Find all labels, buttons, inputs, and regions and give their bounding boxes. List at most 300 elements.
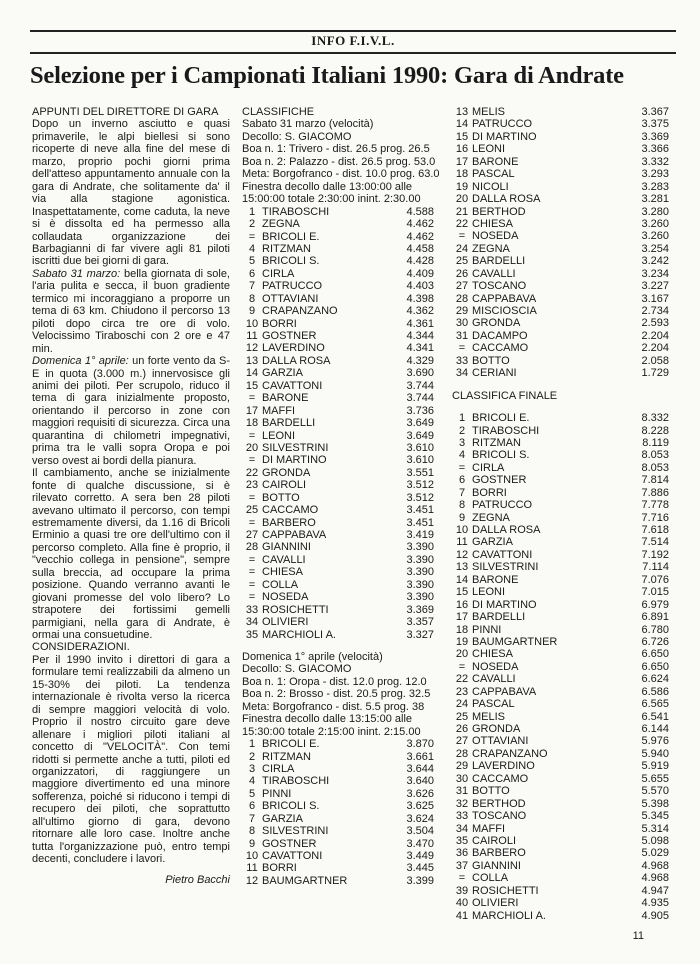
- pilot-name: MELIS: [472, 710, 506, 723]
- pilot-name: MAFFI: [262, 404, 295, 417]
- result-row: [242, 751, 440, 763]
- race-info-line: Decollo: S. GIACOMO: [242, 663, 352, 676]
- pilot-name: BERTHOD: [472, 797, 526, 810]
- pilot-score: 4.462: [406, 218, 434, 231]
- result-row: [452, 355, 677, 367]
- result-row: [242, 467, 440, 479]
- result-row: [452, 487, 677, 499]
- result-row: [242, 763, 440, 775]
- result-row: [242, 604, 440, 616]
- pilot-name: RITZMAN: [262, 750, 311, 763]
- result-position: 34: [455, 822, 469, 835]
- result-row: [452, 143, 677, 155]
- pilot-name: GARZIA: [472, 536, 513, 549]
- pilot-score: 6.541: [641, 710, 669, 723]
- pilot-name: NOSEDA: [472, 230, 519, 243]
- result-row: [242, 566, 440, 578]
- result-position: 7: [458, 486, 466, 499]
- result-row: [452, 330, 677, 342]
- pilot-score: 3.390: [406, 591, 434, 604]
- result-position: 8: [458, 499, 466, 512]
- result-position: 15: [455, 586, 469, 599]
- pilot-score: 5.940: [641, 747, 669, 760]
- result-position: 35: [455, 834, 469, 847]
- pilot-name: MARCHIOLI A.: [262, 628, 336, 641]
- pilot-name: CAPPABAVA: [472, 292, 537, 305]
- pilot-score: 4.428: [406, 255, 434, 268]
- pilot-score: 3.451: [406, 504, 434, 517]
- result-row: [242, 738, 440, 750]
- result-position: 12: [455, 548, 469, 561]
- pilot-score: 3.227: [641, 280, 669, 293]
- result-row: [242, 231, 440, 243]
- result-position: =: [248, 491, 256, 504]
- race-info-line: Boa n. 2: Brosso - dist. 20.5 prog. 32.5: [242, 688, 431, 701]
- result-row: [452, 860, 677, 872]
- pilot-name: GOSTNER: [262, 330, 317, 342]
- result-position: 22: [455, 217, 469, 230]
- pilot-name: DI MARTINO: [262, 454, 327, 467]
- domenica-title: Domenica 1° aprile (velocità): [242, 650, 383, 663]
- result-row: [452, 536, 677, 548]
- pilot-name: SILVESTRINI: [472, 561, 539, 574]
- pilot-score: 3.234: [641, 267, 669, 280]
- result-position: 4: [248, 242, 256, 255]
- pilot-name: GRONDA: [472, 317, 521, 330]
- result-position: 34: [245, 616, 259, 629]
- finale-title: CLASSIFICA FINALE: [452, 389, 558, 402]
- pilot-score: 3.661: [406, 750, 434, 763]
- pilot-score: 7.076: [641, 573, 669, 586]
- pilot-name: BAUMGARTNER: [262, 874, 348, 887]
- result-position: 34: [455, 367, 469, 380]
- result-position: =: [248, 591, 256, 604]
- result-row: [452, 735, 677, 747]
- result-row: [242, 579, 440, 591]
- result-position: 28: [245, 541, 259, 554]
- result-row: [452, 698, 677, 710]
- paragraph-lead: Domenica 1° aprile:: [32, 355, 129, 368]
- pilot-score: 7.114: [642, 561, 669, 574]
- result-position: 14: [245, 367, 259, 380]
- result-row: [452, 437, 677, 449]
- result-position: 25: [455, 710, 469, 723]
- pilot-score: 3.281: [641, 193, 669, 206]
- pilot-score: 7.814: [641, 474, 669, 487]
- result-position: 11: [456, 536, 468, 549]
- result-position: 12: [245, 874, 259, 887]
- result-position: 26: [455, 267, 469, 280]
- result-row: [242, 529, 440, 541]
- result-row: [242, 591, 440, 603]
- pilot-score: 3.624: [406, 812, 434, 825]
- result-row: [242, 616, 440, 628]
- result-row: [452, 512, 677, 524]
- result-position: 23: [455, 685, 469, 698]
- result-position: 32: [455, 797, 469, 810]
- pilot-score: 8.228: [641, 424, 669, 437]
- result-row: [452, 773, 677, 785]
- pilot-score: 4.403: [406, 280, 434, 293]
- pilot-score: 4.968: [641, 859, 669, 872]
- result-position: 30: [455, 772, 469, 785]
- result-row: [452, 885, 677, 897]
- result-row: [452, 425, 677, 437]
- result-row: [242, 268, 440, 280]
- pilot-score: 3.470: [406, 837, 434, 850]
- pilot-name: GRONDA: [262, 466, 311, 479]
- result-position: 15: [245, 379, 259, 392]
- result-position: 5: [248, 255, 256, 268]
- result-row: [242, 492, 440, 504]
- result-row: [452, 462, 677, 474]
- pilot-name: LEONI: [262, 429, 296, 442]
- result-row: [452, 748, 677, 760]
- result-position: 10: [245, 317, 259, 330]
- article-paragraph: [32, 268, 230, 355]
- pilot-name: BARONE: [472, 155, 519, 168]
- pilot-score: 3.399: [406, 874, 434, 887]
- paragraph-lead: Sabato 31 marzo:: [32, 267, 121, 280]
- result-row: [242, 813, 440, 825]
- header-title: INFO F.I.V.L.: [311, 33, 395, 48]
- section-heading: CONSIDERAZIONI.: [32, 641, 130, 654]
- result-row: [452, 367, 677, 379]
- result-row: [242, 330, 440, 342]
- result-position: 8: [248, 292, 256, 305]
- pilot-name: BORRI: [262, 317, 297, 330]
- pilot-name: PATRUCCO: [472, 499, 533, 512]
- result-row: [242, 305, 440, 317]
- page-header: [30, 30, 676, 54]
- pilot-score: 2.204: [641, 342, 669, 355]
- result-position: 30: [455, 317, 469, 330]
- result-position: 3: [248, 762, 256, 775]
- pilot-name: CERIANI: [472, 367, 517, 380]
- result-position: =: [248, 566, 256, 579]
- result-row: [242, 825, 440, 837]
- result-row: [242, 417, 440, 429]
- pilot-name: COLLA: [262, 578, 299, 591]
- article-paragraph: [32, 467, 230, 641]
- result-row: [242, 355, 440, 367]
- results-column-2: [452, 106, 677, 922]
- pilot-score: 3.649: [406, 417, 434, 430]
- pilot-name: CAIROLI: [472, 834, 517, 847]
- result-position: =: [248, 553, 256, 566]
- pilot-name: ZEGNA: [472, 511, 510, 524]
- pilot-name: CRAPANZANO: [262, 305, 338, 318]
- result-position: 33: [245, 603, 259, 616]
- race-info-line: 15:00:00 totale 2:30:00 inint. 2:30.00: [242, 193, 421, 206]
- pilot-name: BARDELLI: [472, 611, 526, 624]
- result-position: 33: [455, 810, 469, 823]
- author-signature: Pietro Bacchi: [165, 873, 230, 886]
- pilot-name: RITZMAN: [262, 242, 311, 255]
- article-paragraph: [32, 118, 230, 267]
- result-row: [452, 910, 677, 922]
- result-position: 23: [245, 479, 259, 492]
- result-position: 7: [248, 812, 256, 825]
- pilot-score: 6.979: [641, 598, 669, 611]
- pilot-name: BOTTO: [472, 354, 510, 367]
- paragraph-text: bella giornata di sole, l'aria pulita e secca, il buon gradiente termico mi incoraggiano a proporre un tema di 63 km. Chiudono il percorso 13 piloti dopo circa tre ore di volo. Velocissimo Tiraboschi con 2 ore e 47 min.: [32, 267, 230, 355]
- result-position: 18: [245, 417, 259, 430]
- result-row: [452, 118, 677, 130]
- pilot-score: 4.398: [406, 292, 434, 305]
- pilot-name: CAVATTONI: [262, 379, 323, 392]
- pilot-name: NICOLI: [472, 180, 509, 193]
- result-position: 22: [455, 673, 469, 686]
- result-position: 9: [458, 511, 466, 524]
- pilot-score: 3.390: [406, 553, 434, 566]
- result-row: [242, 554, 440, 566]
- pilot-name: BARDELLI: [472, 255, 526, 268]
- result-row: [452, 280, 677, 292]
- result-position: 18: [455, 623, 469, 636]
- pilot-score: 4.458: [406, 242, 434, 255]
- result-position: 20: [455, 193, 469, 206]
- pilot-name: BRICOLI E.: [472, 412, 530, 425]
- pilot-score: 8.332: [641, 412, 669, 425]
- results-column-1: [242, 106, 440, 887]
- pilot-score: 3.242: [641, 255, 669, 268]
- pilot-name: CIRLA: [262, 762, 295, 775]
- pilot-name: TOSCANO: [472, 280, 527, 293]
- result-row: [242, 280, 440, 292]
- result-row: [242, 541, 440, 553]
- pilot-score: 7.618: [641, 524, 669, 537]
- result-row: [452, 574, 677, 586]
- pilot-score: 8.053: [641, 449, 669, 462]
- result-position: 6: [248, 800, 256, 813]
- pilot-score: 7.778: [641, 499, 669, 512]
- result-position: 20: [245, 441, 259, 454]
- pilot-score: 6.144: [641, 723, 669, 736]
- pilot-name: BARDELLI: [262, 417, 316, 430]
- result-position: 21: [455, 205, 469, 218]
- pilot-score: 8.053: [641, 461, 669, 474]
- result-row: [242, 454, 440, 466]
- pilot-name: OLIVIERI: [472, 897, 519, 910]
- pilot-name: CAPPABAVA: [262, 529, 327, 541]
- pilot-score: 4.329: [406, 354, 434, 367]
- pilot-name: GOSTNER: [262, 837, 317, 850]
- article-paragraph: [32, 654, 230, 866]
- pilot-name: CACCAMO: [262, 504, 319, 517]
- result-row: [452, 648, 677, 660]
- result-position: 31: [455, 785, 469, 798]
- pilot-score: 3.610: [406, 441, 434, 454]
- result-row: [452, 156, 677, 168]
- race-info-line: Meta: Borgofranco - dist. 10.0 prog. 63.0: [242, 168, 440, 181]
- pilot-name: LEONI: [472, 586, 506, 599]
- classifiche-heading: CLASSIFICHE: [242, 106, 315, 118]
- result-position: 16: [455, 598, 469, 611]
- result-row: [242, 442, 440, 454]
- result-position: 14: [455, 118, 469, 131]
- result-position: 2: [458, 424, 466, 437]
- result-row: [452, 549, 677, 561]
- pilot-score: 4.344: [406, 330, 434, 342]
- spacer: [242, 641, 440, 651]
- result-row: [452, 561, 677, 573]
- sabato-title: Sabato 31 marzo (velocità): [242, 118, 374, 131]
- pilot-name: DALLA ROSA: [472, 524, 541, 537]
- pilot-score: 6.586: [641, 685, 669, 698]
- pilot-name: SILVESTRINI: [262, 825, 329, 838]
- result-position: 4: [248, 775, 256, 788]
- pilot-score: 6.624: [641, 673, 669, 686]
- result-row: [452, 474, 677, 486]
- result-position: 13: [455, 561, 469, 574]
- pilot-score: 8.119: [642, 436, 669, 449]
- pilot-score: 4.947: [641, 884, 669, 897]
- pilot-name: CACCAMO: [472, 772, 529, 785]
- result-position: =: [248, 578, 256, 591]
- pilot-score: 6.891: [641, 611, 669, 624]
- result-row: [242, 517, 440, 529]
- result-position: 35: [245, 628, 259, 641]
- pilot-score: 3.690: [406, 367, 434, 380]
- result-row: [452, 723, 677, 735]
- result-position: 3: [458, 436, 466, 449]
- pilot-score: 3.167: [641, 292, 669, 305]
- result-row: [242, 218, 440, 230]
- result-row: [242, 430, 440, 442]
- pilot-name: GIANNINI: [472, 859, 521, 872]
- pilot-score: 3.260: [641, 230, 669, 243]
- pilot-name: CAVALLI: [472, 267, 516, 280]
- result-row: [452, 599, 677, 611]
- result-row: [242, 405, 440, 417]
- result-position: 27: [455, 735, 469, 748]
- result-position: 13: [455, 106, 469, 118]
- result-row: [242, 850, 440, 862]
- pilot-name: LAVERDINO: [472, 760, 535, 773]
- pilot-score: 4.341: [406, 342, 434, 355]
- pilot-score: 3.451: [406, 516, 434, 529]
- pilot-name: LAVERDINO: [262, 342, 325, 355]
- pilot-score: 3.283: [641, 180, 669, 193]
- pilot-score: 5.655: [641, 772, 669, 785]
- pilot-name: TOSCANO: [472, 810, 527, 823]
- result-row: [452, 268, 677, 280]
- result-row: [242, 243, 440, 255]
- result-position: 2: [248, 750, 256, 763]
- pilot-name: NOSEDA: [472, 660, 519, 673]
- pilot-name: CAIROLI: [262, 479, 307, 492]
- pilot-score: 3.551: [406, 466, 434, 479]
- race-info-line: Meta: Borgofranco - dist. 5.5 prog. 38: [242, 700, 425, 713]
- pilot-score: 3.610: [406, 454, 434, 467]
- result-row: [452, 499, 677, 511]
- pilot-score: 3.512: [406, 491, 434, 504]
- pilot-score: 4.905: [641, 909, 669, 922]
- result-row: [452, 106, 677, 118]
- pilot-name: MAFFI: [472, 822, 505, 835]
- paragraph-text: Per il 1990 invito i direttori di gara a formulare temi realizzabili da almeno un 15-30% dei piloti. La tendenza internazionale è rivolta verso la ricerca di sempre maggiori velocità di volo. Proprio il nostro circuito gare deve allenare i migliori piloti italiani al concetto di "VELOCITÀ". Con temi ridotti si permette anche a tutti, piloti ed organizzatori, di raggiungere un maggiore divertimento ed una minore sofferenza, poiché si riducono i tempi di recupero dei piloti, che soprattutto all'ultimo giorno di gara, devono ritornare alle loro case. Inoltre anche tutta l'organizzazione può, entro tempi decenti, concludere i lavori.: [32, 653, 230, 866]
- result-position: 8: [248, 825, 256, 838]
- pilot-name: DI MARTINO: [472, 598, 537, 611]
- pilot-name: TIRABOSCHI: [262, 775, 330, 788]
- result-row: [452, 342, 677, 354]
- result-row: [452, 897, 677, 909]
- result-row: [242, 504, 440, 516]
- result-position: 36: [455, 847, 469, 860]
- pilot-score: 3.293: [641, 168, 669, 181]
- result-position: 17: [455, 155, 469, 168]
- pilot-name: PINNI: [472, 623, 502, 636]
- pilot-name: CHIESA: [262, 566, 303, 579]
- pilot-name: TIRABOSCHI: [472, 424, 540, 437]
- result-position: 10: [245, 850, 259, 863]
- pilot-score: 6.780: [641, 623, 669, 636]
- result-row: [452, 711, 677, 723]
- pilot-name: CIRLA: [472, 461, 505, 474]
- pilot-name: MARCHIOLI A.: [472, 909, 546, 922]
- paragraph-text: Il cambiamento, anche se inizialmente fonte di qualche discussione, si è rilevato corretto. A sera ben 28 piloti avevano ultimato il percorso, con tempi estremamente diversi, da 1.16 di Bricoli Erminio a quasi tre ore dell'ultimo con il percorso completo. Alla fine è proprio, il "vecchio collega in pensione", sempre sulla breccia, ad occupare la prima posizione. Quando verranno avanti le giovani promesse del volo libero? Lo strapotere dei fortissimi gemelli parmigiani, nella gara di Andrate, è ormai una consuetudine.: [32, 467, 230, 642]
- pilot-name: BERTHOD: [472, 205, 526, 218]
- pilot-name: MELIS: [472, 106, 506, 118]
- pilot-name: CAPPABAVA: [472, 685, 537, 698]
- pilot-score: 7.514: [641, 536, 669, 549]
- pilot-name: CAVATTONI: [472, 548, 533, 561]
- pilot-name: GARZIA: [262, 367, 303, 380]
- pilot-score: 6.565: [641, 698, 669, 711]
- result-position: 25: [455, 255, 469, 268]
- pilot-score: 3.375: [641, 118, 669, 131]
- result-row: [452, 255, 677, 267]
- pilot-name: CACCAMO: [472, 342, 529, 355]
- pilot-name: CHIESA: [472, 217, 513, 230]
- pilot-score: 3.390: [406, 541, 434, 554]
- pilot-name: CIRLA: [262, 267, 295, 280]
- pilot-name: SILVESTRINI: [262, 441, 329, 454]
- pilot-score: 4.462: [406, 230, 434, 243]
- pilot-name: GARZIA: [262, 812, 303, 825]
- result-row: [242, 788, 440, 800]
- result-position: =: [458, 660, 466, 673]
- paragraph-text: un forte vento da S-E in quota (3.000 m.) innervosisce gli animi dei piloti. Per scrupolo, riduco il tema di gara inizialmente proposto, orientando il percorso in zone con maggiori requisiti di sicurezza. Circa una quarantina di chilometri impegnativi, prima tra le valli sopra Oropa e poi verso ovest ai bordi della pianura.: [32, 355, 230, 467]
- pilot-score: 5.398: [641, 797, 669, 810]
- pilot-score: 2.734: [641, 305, 669, 317]
- pilot-score: 3.357: [406, 616, 434, 629]
- result-row: [452, 524, 677, 536]
- result-position: 4: [458, 449, 466, 462]
- result-row: [242, 838, 440, 850]
- pilot-name: CAVALLI: [472, 673, 516, 686]
- result-row: [242, 293, 440, 305]
- pilot-score: 3.369: [641, 130, 669, 143]
- result-row: [242, 875, 440, 887]
- pilot-score: 3.744: [406, 392, 434, 405]
- result-position: 24: [455, 242, 469, 255]
- result-position: 13: [245, 354, 259, 367]
- result-row: [452, 847, 677, 859]
- result-position: 26: [455, 723, 469, 736]
- pilot-name: BRICOLI S.: [472, 449, 530, 462]
- result-position: 1: [248, 205, 256, 218]
- race-info-line: 15:30:00 totale 2:15:00 inint. 2:15.00: [242, 725, 421, 738]
- pilot-name: BRICOLI E.: [262, 738, 320, 751]
- result-row: [452, 305, 677, 317]
- result-position: 33: [455, 354, 469, 367]
- result-row: [452, 760, 677, 772]
- pilot-name: ZEGNA: [262, 218, 300, 231]
- result-row: [452, 810, 677, 822]
- pilot-score: 4.409: [406, 267, 434, 280]
